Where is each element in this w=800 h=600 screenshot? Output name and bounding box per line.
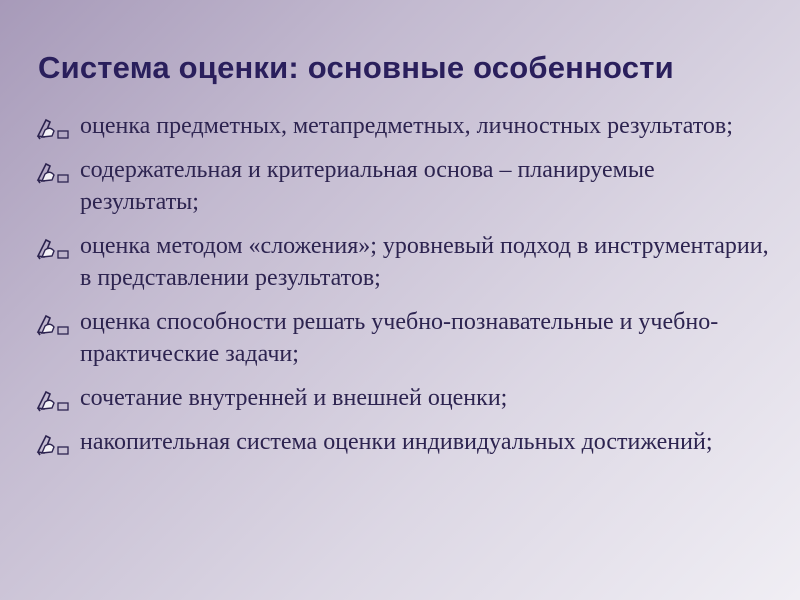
writing-hand-icon	[36, 116, 80, 140]
bullet-item	[36, 110, 776, 142]
writing-hand-icon	[36, 160, 80, 184]
bullet-item	[36, 154, 776, 218]
bullet-text: накопительная система оценки индивидуальных достижений;	[80, 429, 713, 455]
slide-title: Система оценки: основные особенности	[38, 50, 674, 85]
bullet-text: содержательная и критериальная основа – планируемые результаты;	[80, 157, 655, 215]
writing-hand-icon	[36, 388, 80, 412]
bullet-list	[36, 110, 776, 470]
bullet-item	[36, 382, 776, 414]
bullet-text: оценка предметных, метапредметных, личностных результатов;	[80, 113, 733, 139]
writing-hand-icon	[36, 312, 80, 336]
bullet-text: оценка методом «сложения»; уровневый подход в инструментарии, в представлении результатов;	[80, 233, 769, 291]
bullet-item	[36, 426, 776, 458]
writing-hand-icon	[36, 236, 80, 260]
bullet-text: оценка способности решать учебно-познавательные и учебно-практические задачи;	[80, 309, 719, 367]
writing-hand-icon	[36, 432, 80, 456]
bullet-item	[36, 230, 776, 294]
bullet-text: сочетание внутренней и внешней оценки;	[80, 385, 508, 411]
bullet-item	[36, 306, 776, 370]
